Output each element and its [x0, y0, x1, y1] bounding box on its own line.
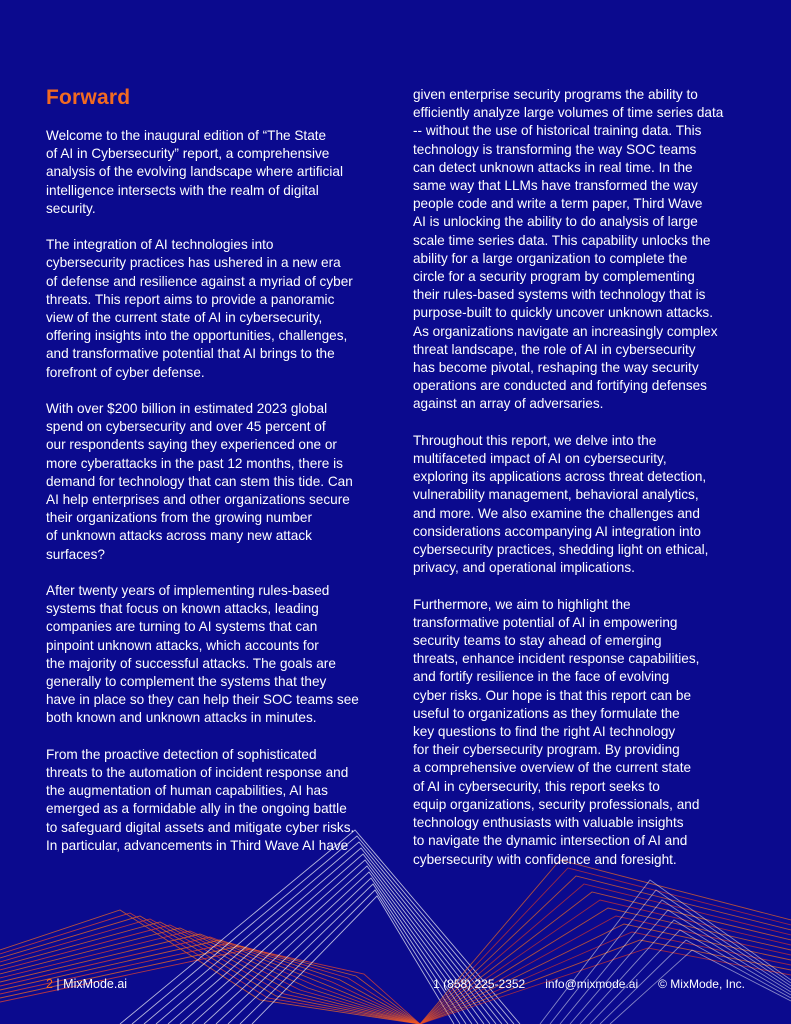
paragraph-throughout-report: Throughout this report, we delve into the multifaceted impact of AI on cybersecurity, exploring its applications across threat detection, vulnerability management, behavioral analytics, and more. We also examine the challenges and considerations accompanying AI integration into cybersecurity practices, shedding light on ethical, privacy, and operational implications. — [413, 432, 709, 576]
paragraph-proactive-detection: From the proactive detection of sophisticated threats to the automation of incident response and the augmentation of human capabilities, AI has emerged as a formidable ally in the ongoing battle to safeguard digital assets and mitigate cyber risks. In particular, advancements in Third Wave AI have — [46, 746, 355, 853]
decorative-line — [550, 890, 791, 1024]
footer-phone[interactable]: 1 (858) 225-2352 — [433, 977, 526, 991]
paragraph-integration: The integration of AI technologies into cybersecurity practices has ushered in a new era of defense and resilience against a myriad of cyber threats. This report aims to provide a panoramic view of the current state of AI in cybersecurity, offering insights into the opportunities, challenges, and transformative potential that AI brings to the forefront of cyber defense. — [46, 237, 353, 380]
footer-email[interactable]: info@mixmode.ai — [545, 977, 639, 991]
paragraph-rules-based: After twenty years of implementing rules-based systems that focus on known attacks, leading companies are turning to AI systems that can pinpoint unknown attacks, which accounts for the majority of successful attacks. The goals are generally to complement the systems that they have in place so they can help their SOC teams see both known and unknown attacks in minutes. — [46, 583, 359, 726]
decorative-line — [560, 900, 791, 1024]
left-column — [46, 127, 380, 873]
page-number: 2 — [46, 977, 53, 991]
footer-site-link[interactable]: MixMode.ai — [63, 977, 128, 991]
footer-separator: | — [52, 977, 64, 991]
right-column — [413, 86, 747, 887]
paragraph-welcome: Welcome to the inaugural edition of “The State of AI in Cybersecurity” report, a comprehensive analysis of the evolving landscape where artificial intelligence intersects with the realm of digital security. — [46, 128, 343, 216]
paragraph-furthermore: Furthermore, we aim to highlight the transformative potential of AI in empowering security teams to stay ahead of emerging threats, enhance incident response capabilities, and fortify resilience in the face of evolving cyber risks. Our hope is that this report can be useful to organizations as they formulate the key questions to find the right AI technology for their cybersecurity program. By providing a comprehensive overview of the current state of AI in cybersecurity, this report seeks to equip organizations, security professionals, and technology enthusiasts with valuable insights to navigate the dynamic intersection of AI and cybersecurity with confidence and foresight. — [413, 596, 700, 867]
decorative-line — [420, 876, 791, 1024]
decorative-line — [420, 924, 791, 1024]
paragraph-third-wave-ai: given enterprise security programs the ability to efficiently analyze large volumes of time series data -- without the use of historical training data. This technology is transforming the way SOC teams can detect unknown attacks in real time. In the same way that LLMs have transformed the way people code and write a term paper, Third Wave AI is unlocking the ability to do analysis of large scale time series data. This capability unlocks the ability for a large organization to complete the circle for a security program by complementing their rules-based systems with technology that is purpose-built to quickly uncover unknown attacks. As organizations navigate an increasingly complex threat landscape, the role of AI in cybersecurity has become pivotal, reshaping the way security operations are conducted and fortifying defenses against an array of adversaries. — [413, 87, 724, 412]
footer-contact — [433, 977, 745, 991]
decorative-line — [420, 908, 791, 1024]
paragraph-global-spend: With over $200 billion in estimated 2023 global spend on cybersecurity and over 45 percent of our respondents saying they experienced one or more cyberattacks in the past 12 months, there is demand for technology that can stem this tide. Can AI help enterprises and other organizations secure their organizations from the growing number of unknown attacks across many new attack surfaces? — [46, 401, 353, 562]
decorative-line — [580, 920, 791, 1024]
footer-page-info — [46, 977, 127, 991]
footer-copyright: © MixMode, Inc. — [658, 977, 745, 991]
page-heading: Forward — [46, 86, 131, 109]
decorative-line — [420, 868, 791, 1024]
